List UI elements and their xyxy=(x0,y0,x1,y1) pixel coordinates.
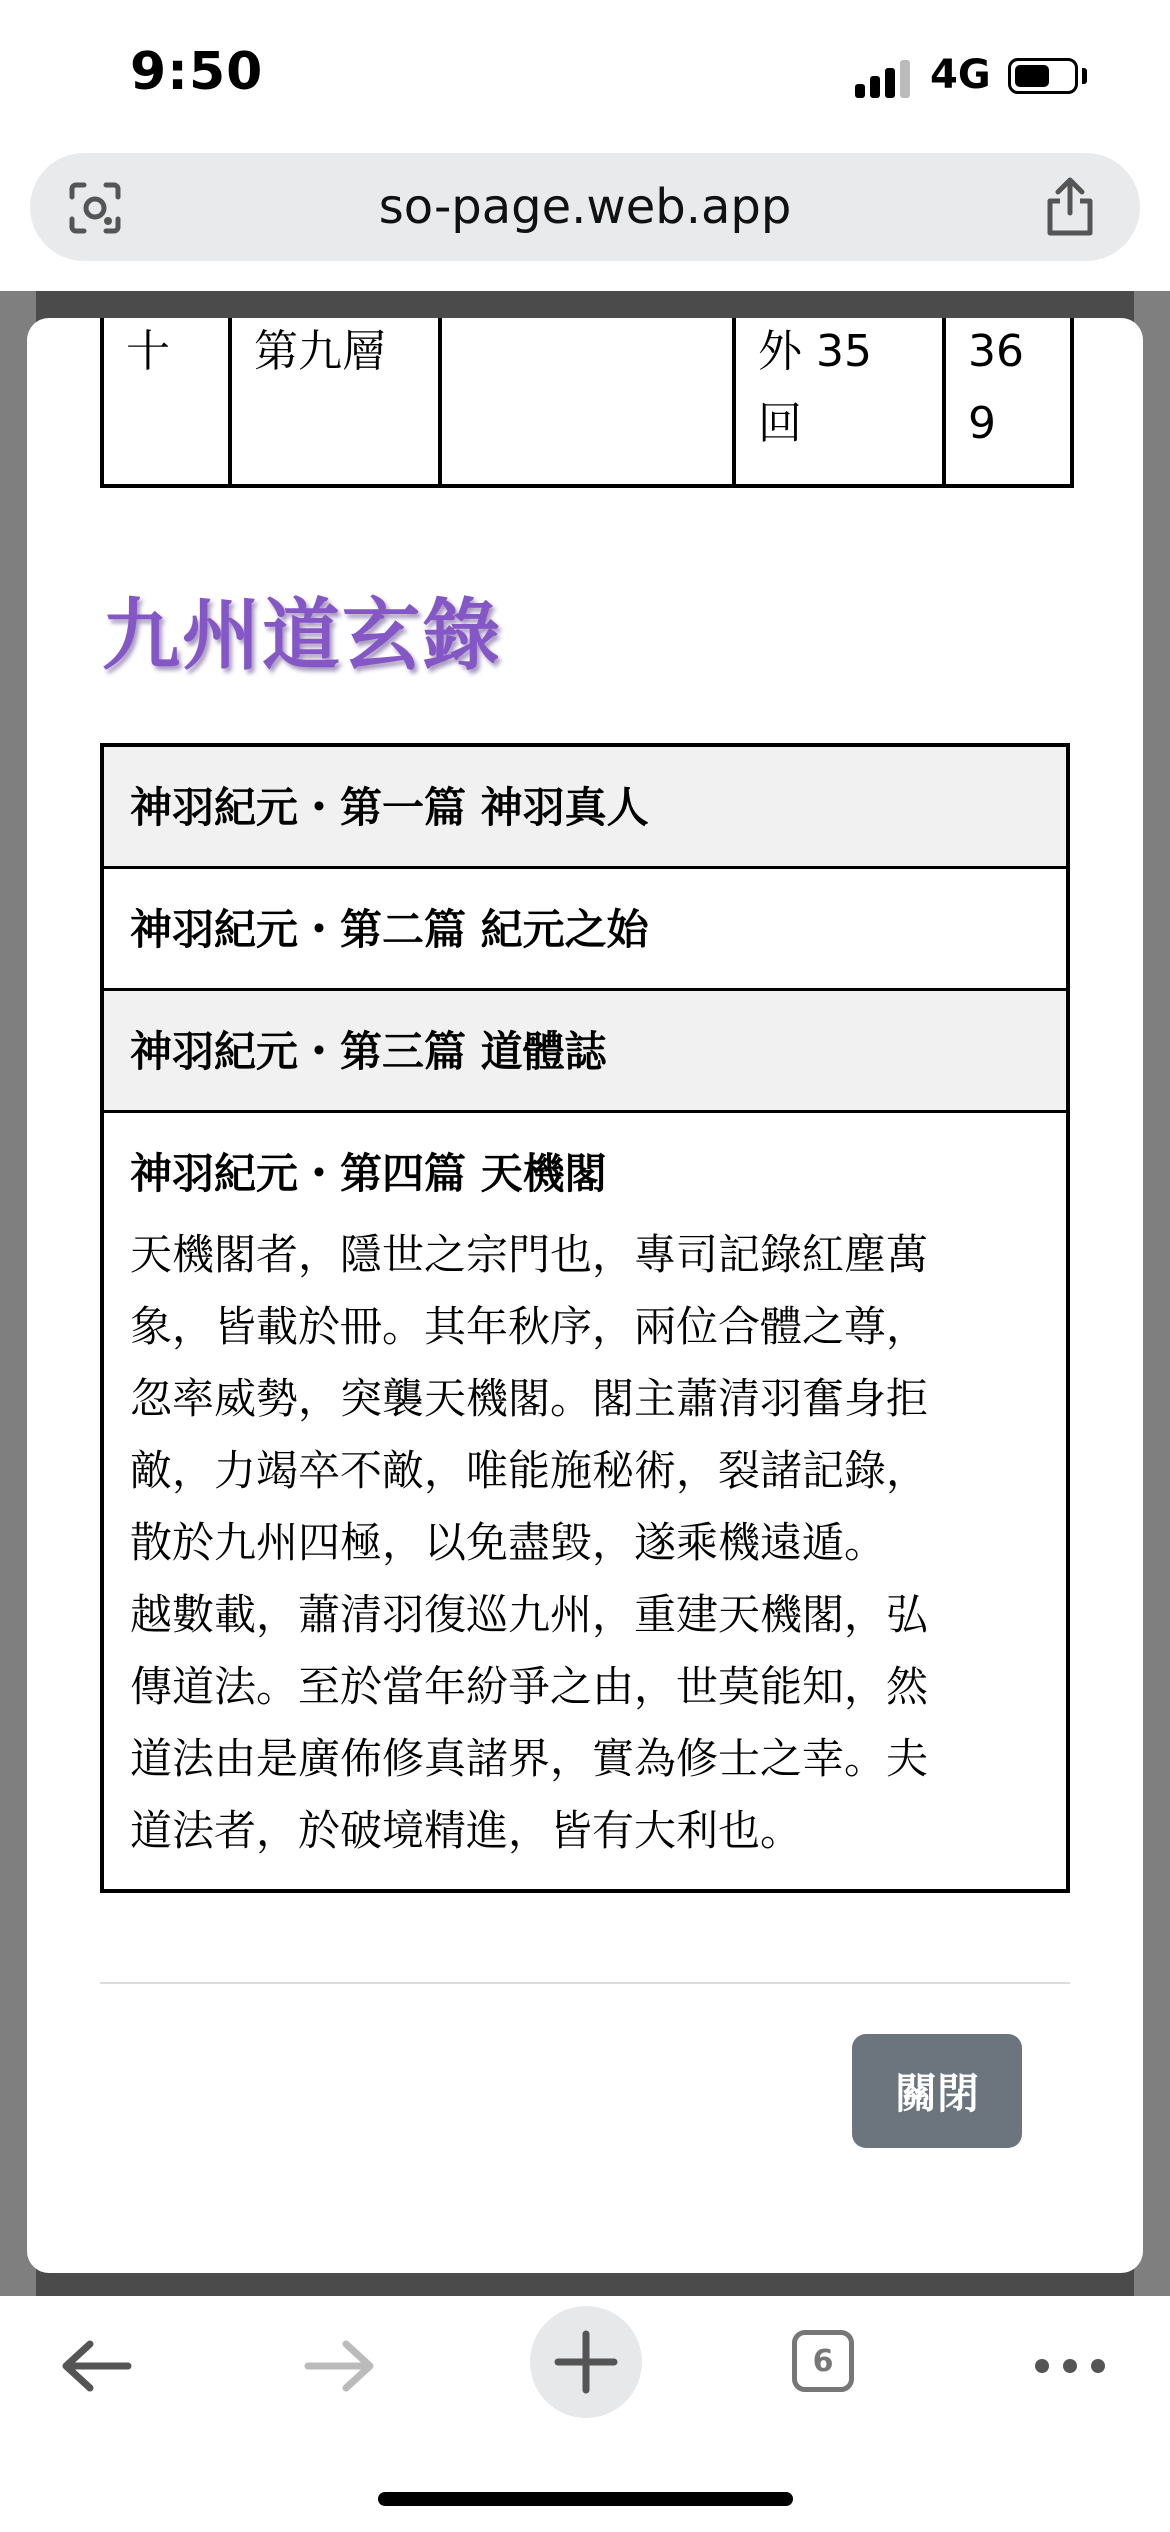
tab-switcher-button[interactable]: 6 xyxy=(792,2330,854,2392)
table-cell: 第九層 xyxy=(230,318,440,486)
table-row xyxy=(102,318,1072,486)
table-cell xyxy=(440,318,734,486)
body-line: 敵，力竭卒不敵，唯能施秘術，裂諸記錄， xyxy=(130,1446,929,1495)
more-dots-icon xyxy=(1032,2356,1108,2376)
table-cell: 36 9 xyxy=(944,318,1072,486)
home-indicator[interactable] xyxy=(378,2492,793,2506)
close-button[interactable]: 關閉 xyxy=(852,2034,1022,2148)
chapter-list xyxy=(100,743,1070,1893)
floor-table xyxy=(100,318,1074,488)
body-line: 道法由是廣佈修真諸界，實為修士之幸。夫 xyxy=(130,1734,929,1783)
modal-title: 九州道玄錄 xyxy=(102,591,503,681)
status-bar xyxy=(0,0,1170,150)
chapter-title: 神羽紀元・第三篇 道體誌 xyxy=(130,1027,607,1076)
body-line: 傳道法。至於當年紛爭之由，世莫能知，然 xyxy=(130,1662,929,1711)
address-bar[interactable] xyxy=(30,153,1140,261)
plus-icon xyxy=(530,2306,642,2418)
more-menu-button[interactable] xyxy=(1000,2296,1140,2436)
back-arrow-icon xyxy=(58,2336,134,2396)
network-type: 4G xyxy=(930,52,991,98)
share-icon[interactable] xyxy=(1040,175,1100,239)
body-line: 象，皆載於冊。其年秋序，兩位合體之尊， xyxy=(130,1302,929,1351)
forward-button[interactable] xyxy=(270,2296,410,2436)
body-line: 忽率威勢，突襲天機閣。閣主蕭清羽奮身拒 xyxy=(130,1374,929,1423)
modal-dialog xyxy=(27,318,1143,2273)
cellular-signal-icon xyxy=(855,58,915,98)
table-cell: 十 xyxy=(102,318,230,486)
forward-arrow-icon xyxy=(302,2336,378,2396)
chapter-item[interactable] xyxy=(104,869,1066,991)
url-text[interactable]: so-page.web.app xyxy=(378,179,792,235)
chapter-title: 神羽紀元・第一篇 神羽真人 xyxy=(130,783,649,832)
chapter-item-expanded[interactable] xyxy=(104,1113,1066,1889)
table-cell: 外 35 回 xyxy=(734,318,944,486)
back-button[interactable] xyxy=(26,2296,166,2436)
footer-divider xyxy=(100,1982,1070,1984)
body-line: 道法者，於破境精進，皆有大利也。 xyxy=(130,1806,803,1855)
battery-tip xyxy=(1082,68,1087,84)
status-time: 9:50 xyxy=(130,42,264,102)
chapter-body xyxy=(130,1219,1040,1867)
body-line: 天機閣者，隱世之宗門也，專司記錄紅塵萬 xyxy=(130,1230,929,1279)
chapter-item[interactable] xyxy=(104,747,1066,869)
chapter-title: 神羽紀元・第二篇 紀元之始 xyxy=(130,905,649,954)
body-line: 越數載，蕭清羽復巡九州，重建天機閣，弘 xyxy=(130,1590,929,1639)
body-line: 散於九州四極，以免盡毀，遂乘機遠遁。 xyxy=(130,1518,887,1567)
chapter-item[interactable] xyxy=(104,991,1066,1113)
new-tab-button[interactable] xyxy=(530,2306,642,2418)
battery-icon xyxy=(1008,58,1078,94)
chapter-title: 神羽紀元・第四篇 天機閣 xyxy=(130,1149,607,1198)
